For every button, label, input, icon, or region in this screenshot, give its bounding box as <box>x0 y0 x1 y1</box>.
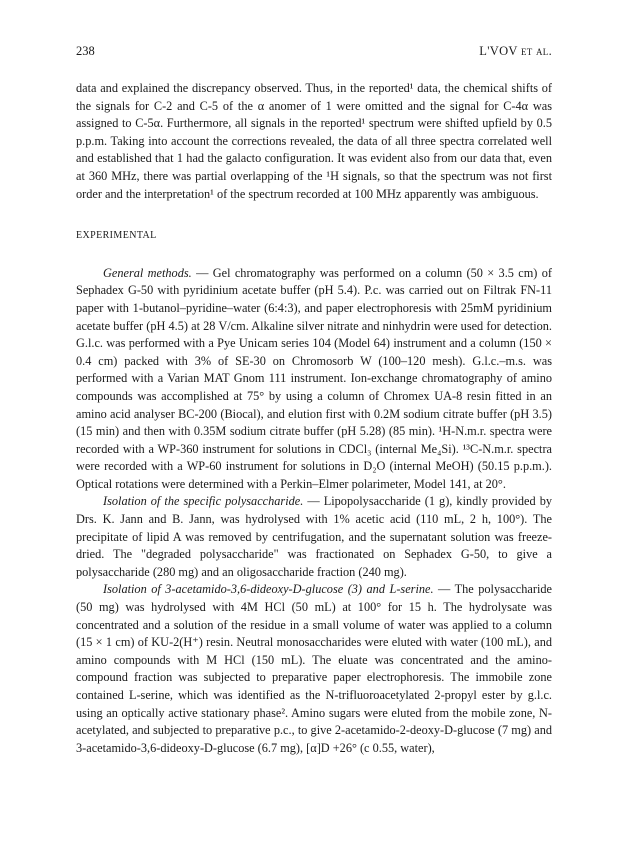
intro-paragraph: data and explained the discrepancy observed. Thus, in the reported¹ data, the chemical shifts of the signals for C-2 and C-5 of the α anomer of 1 were omitted and the signal for C-4α was assigned to C-5α. Furthermore, all signals in the reported¹ spectrum were shifted upfield by 0.5 p.p.m. Taking into account the corrections revealed, the data of all three spectra correlated well and established that 1 had the galacto configuration. It was evident also from our data that, even at 360 MHz, there was partial overlapping of the ¹H signals, so that the spectrum was not first order and the interpretation¹ of the spectrum recorded at 100 MHz apparently was ambiguous. <box>76 81 552 201</box>
running-head: L'VOV et al. <box>479 44 552 58</box>
article-body <box>76 80 552 757</box>
paragraph-heading: Isolation of 3-acetamido-3,6-dideoxy-D-glucose (3) and L-serine. <box>103 582 434 597</box>
paragraph-isolation-serine <box>76 581 552 757</box>
paragraph-text: — The polysaccharide (50 mg) was hydrolysed with 4M HCl (50 mL) at 100° for 15 h. The hydrolysate was concentrated and a solution of the residue in a small volume of water was applied to a column (15 × 1 cm) of KU-2(H⁺) resin. Neutral monosaccharides were eluted with water (100 mL), and amino compounds with M HCl (150 mL). The eluate was concentrated and the amino-compound fraction was subjected to preparative paper electrophoresis. The immobile zone contained L-serine, which was identified as the N-trifluoroacetylated 2-propyl ester by g.l.c. using an optically active stationary phase². Amino sugars were eluted from the mobile zone, N-acetylated, and subjected to preparative p.c., to give 2-acetamido-2-deoxy-D-glucose (7 mg) and 3-acetamido-3,6-dideoxy-D-glucose (6.7 mg), [α]D +26° (c 0.55, water), <box>76 582 552 755</box>
paragraph-text: — Lipopolysaccharide (1 g), kindly provided by Drs. K. Jann and B. Jann, was hydrolysed with 1% acetic acid (110 mL, 2 h, 100°). The precipitate of lipid A was removed by centrifugation, and the supernatant solution was freeze-dried. The "degraded polysaccharide" was fractionated on Sephadex G-50, to give a polysaccharide (280 mg) and an oligosaccharide fraction (240 mg). <box>76 494 552 579</box>
paragraph-general-methods <box>76 265 552 494</box>
page-number: 238 <box>76 44 95 58</box>
paragraph-heading: Isolation of the specific polysaccharide. <box>103 494 304 509</box>
paragraph-text: — Gel chromatography was performed on a column (50 × 3.5 cm) of Sephadex G-50 with pyridinium acetate buffer (pH 5.4). P.c. was carried out on Filtrak FN-11 paper with 1-butanol–pyridine–water (6:4:3), and paper electrophoresis with 25mM pyridinium acetate buffer (pH 4.5) at 28 V/cm. Alkaline silver nitrate and ninhydrin were used for detection. G.l.c. was performed with a Pye Unicam series 104 (Model 64) instrument and a column (150 × 0.4 cm) packed with 3% of SE-30 on Chromosorb W (100–120 mesh). G.l.c.–m.s. was performed with a Varian MAT Gnom 111 instrument. Ion-exchange chromatography of amino compounds was accomplished at 75° by using a column of Chromex UA-8 resin fitted in an amino acid analyser BC-200 (Biocal), and elution first with 0.2M sodium citrate buffer (pH 3.5) (15 min) and then with 0.35M sodium citrate buffer (pH 5.28) (85 min). ¹H-N.m.r. spectra were recorded with a WP-360 instrument for solutions in CDCl₃ (internal Me₄Si). ¹³C-N.m.r. spectra were recorded with a WP-60 instrument for solutions in D₂O (internal MeOH) (50.15 p.p.m.). Optical rotations were determined with a Perkin–Elmer polarimeter, Model 141, at 20°. <box>76 265 552 491</box>
paragraph-isolation-polysaccharide <box>76 493 552 581</box>
page-header <box>76 44 552 60</box>
section-heading: EXPERIMENTAL <box>76 230 157 242</box>
paragraph-heading: General methods. <box>103 265 192 280</box>
